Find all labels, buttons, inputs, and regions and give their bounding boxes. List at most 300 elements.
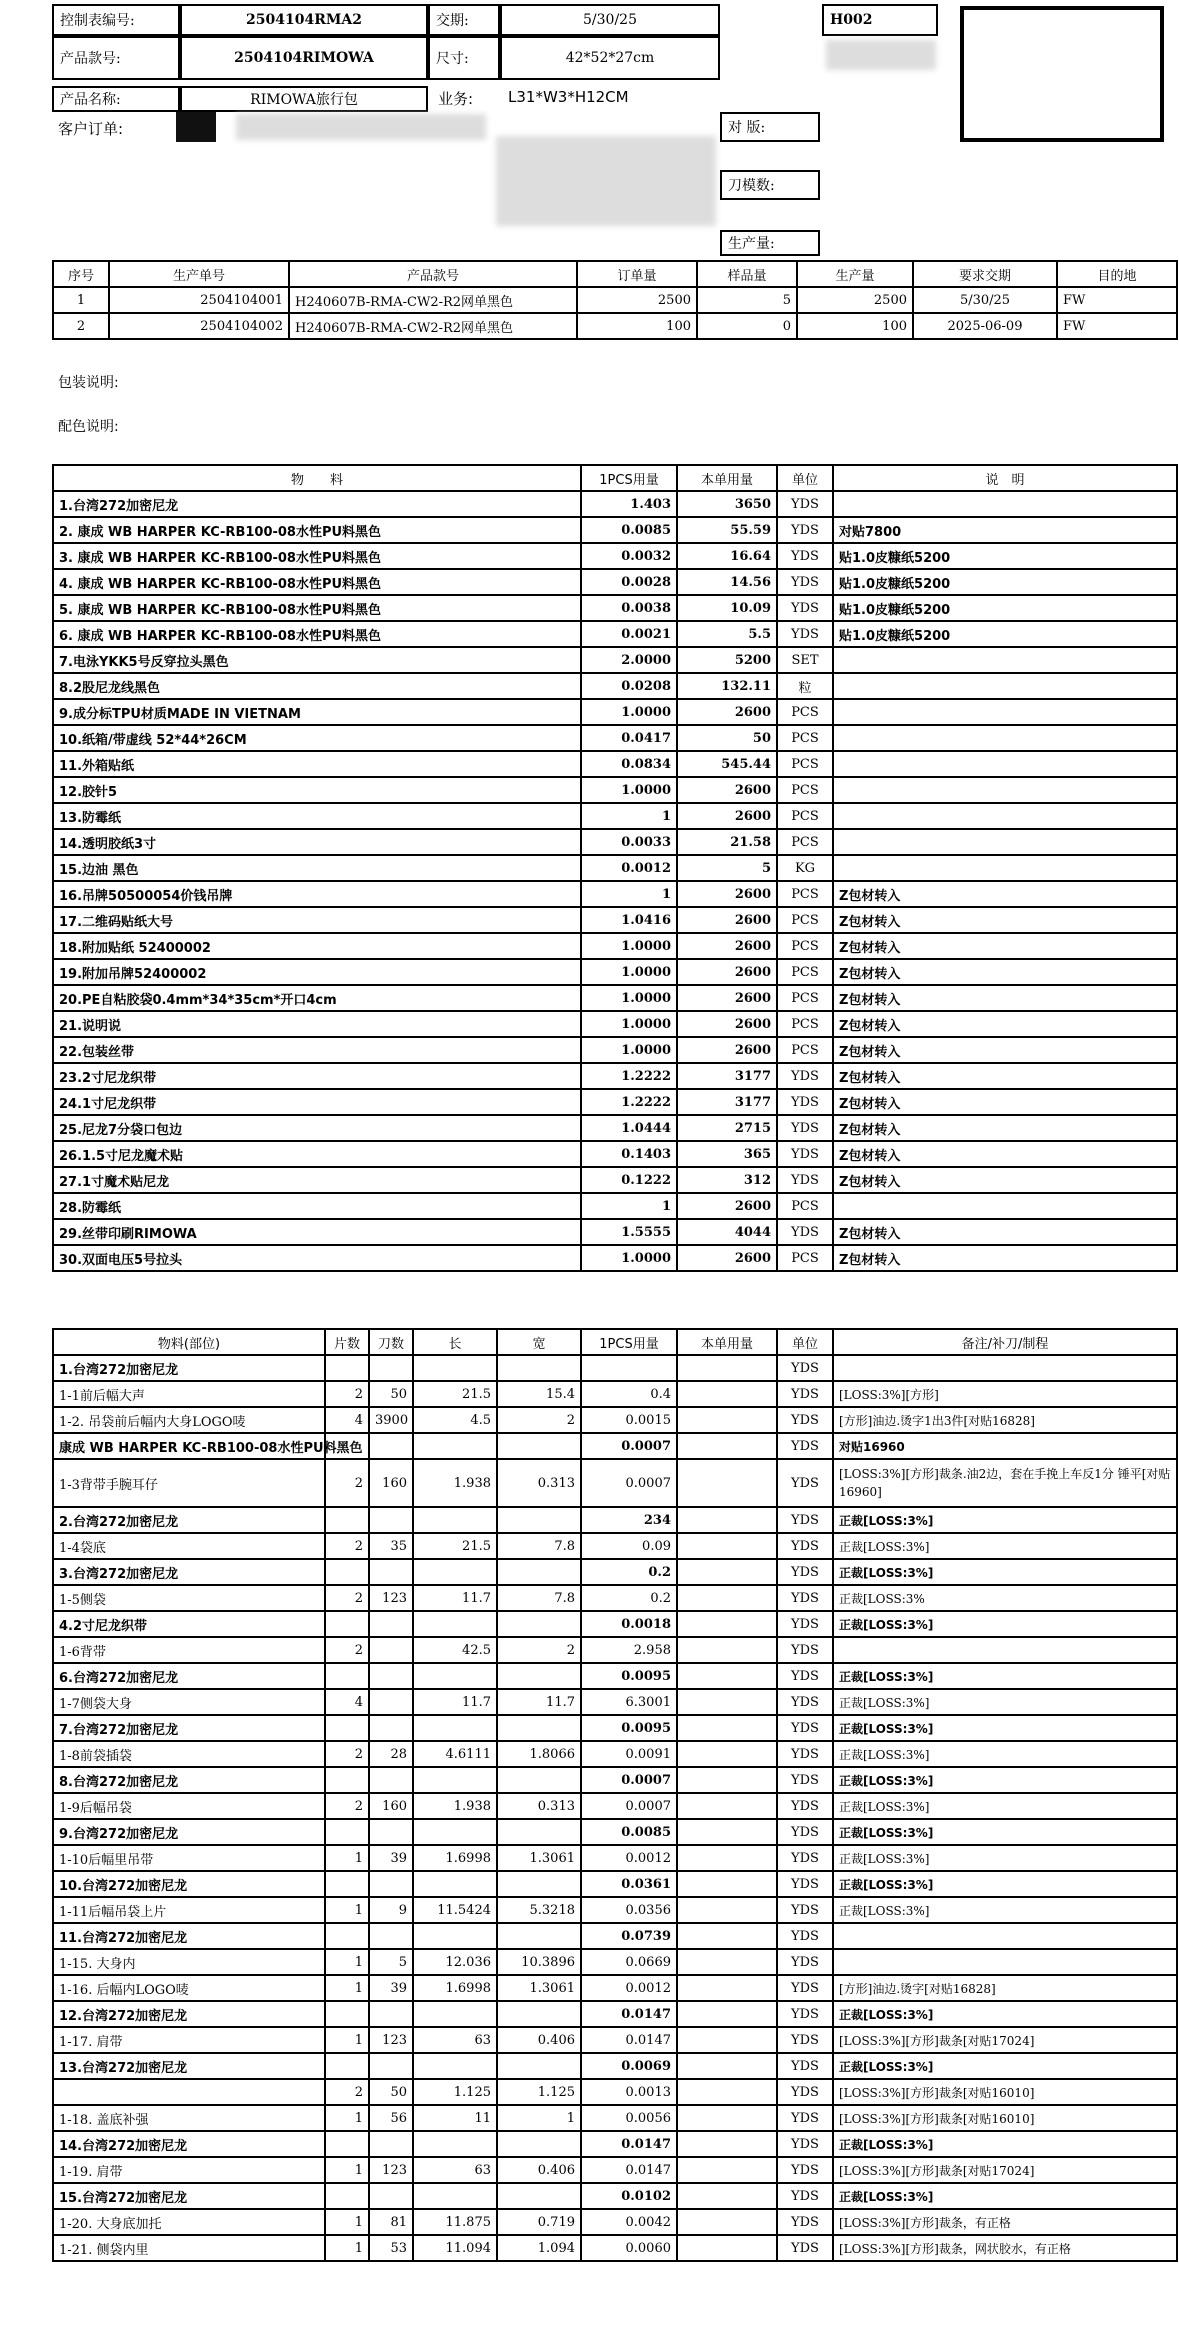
cutting-group-row xyxy=(53,1819,1177,1845)
cutting-cell xyxy=(325,1715,369,1741)
photo-frame xyxy=(960,6,1164,142)
cutting-cell: 2 xyxy=(325,1793,369,1819)
material-cell: SET xyxy=(777,647,833,673)
cutting-cell: YDS xyxy=(777,1819,833,1845)
cutting-cell: 7.8 xyxy=(497,1533,581,1559)
cutting-cell: 2 xyxy=(325,1533,369,1559)
material-cell: 6. 康成 WB HARPER KC-RB100-08水性PU料黑色 xyxy=(53,621,581,647)
material-cell: PCS xyxy=(777,803,833,829)
cutting-cell: 4.5 xyxy=(413,1407,497,1433)
cutting-cell: 10.台湾272加密尼龙 xyxy=(53,1871,325,1897)
cutting-cell: [LOSS:3%][方形]裁条.油2边，套在手挽上车反1分 锤平[对贴16960] xyxy=(833,1459,1177,1507)
material-cell: PCS xyxy=(777,1037,833,1063)
material-row xyxy=(53,699,1177,725)
cutting-cell xyxy=(325,2001,369,2027)
material-cell: 0.0028 xyxy=(581,569,677,595)
cutting-cell: 0.0007 xyxy=(581,1433,677,1459)
cutting-cell: 0.0012 xyxy=(581,1975,677,2001)
cutting-cell: [LOSS:3%][方形]裁条[对贴17024] xyxy=(833,2157,1177,2183)
material-cell: 25.尼龙7分袋口包边 xyxy=(53,1115,581,1141)
material-row xyxy=(53,1167,1177,1193)
cutting-cell xyxy=(677,1533,777,1559)
material-cell: 3. 康成 WB HARPER KC-RB100-08水性PU料黑色 xyxy=(53,543,581,569)
cutting-cell: 4 xyxy=(325,1689,369,1715)
cutting-cell: 正裁[LOSS:3%] xyxy=(833,1793,1177,1819)
cutting-cell xyxy=(369,2183,413,2209)
material-cell: 2600 xyxy=(677,881,777,907)
material-cell: 0.0085 xyxy=(581,517,677,543)
cutting-cell xyxy=(53,2079,325,2105)
customer-order-label: 客户订单: xyxy=(58,120,124,138)
material-cell: 11.外箱贴纸 xyxy=(53,751,581,777)
cutting-cell xyxy=(497,2001,581,2027)
material-cell: 0.0021 xyxy=(581,621,677,647)
material-cell: 0.0417 xyxy=(581,725,677,751)
cutting-cell: [LOSS:3%][方形]裁条[对贴16010] xyxy=(833,2105,1177,2131)
cutting-cell: YDS xyxy=(777,2001,833,2027)
material-cell: 0.0208 xyxy=(581,673,677,699)
material-row xyxy=(53,1063,1177,1089)
material-cell: YDS xyxy=(777,621,833,647)
material-cell: 2600 xyxy=(677,907,777,933)
cutting-cell: 正裁[LOSS:3%] xyxy=(833,1741,1177,1767)
cutting-cell: 0.0056 xyxy=(581,2105,677,2131)
cutting-cell: YDS xyxy=(777,1715,833,1741)
cutting-cell xyxy=(677,1819,777,1845)
material-cell: 1 xyxy=(581,803,677,829)
cutting-cell xyxy=(413,1715,497,1741)
cutting-cell xyxy=(325,1507,369,1533)
cutting-cell xyxy=(497,1611,581,1637)
material-cell: 545.44 xyxy=(677,751,777,777)
cutting-cell xyxy=(677,1689,777,1715)
material-cell: 2600 xyxy=(677,803,777,829)
cutting-cell: 11 xyxy=(413,2105,497,2131)
material-cell: YDS xyxy=(777,1089,833,1115)
order-cell: 2504104001 xyxy=(109,287,289,313)
material-cell: Z包材转入 xyxy=(833,1167,1177,1193)
cutting-cell xyxy=(677,1355,777,1381)
material-cell: YDS xyxy=(777,491,833,517)
cutting-cell: YDS xyxy=(777,1611,833,1637)
cutting-cell: 正裁[LOSS:3%] xyxy=(833,2183,1177,2209)
order-cell: 100 xyxy=(577,313,697,339)
cutting-cell: 正裁[LOSS:3%] xyxy=(833,2001,1177,2027)
cutting-cell xyxy=(833,1923,1177,1949)
cutting-cell: 1-17. 肩带 xyxy=(53,2027,325,2053)
material-cell: PCS xyxy=(777,777,833,803)
product-name-label: 产品名称: xyxy=(52,86,180,112)
blurred-block xyxy=(236,114,486,140)
material-cell: Z包材转入 xyxy=(833,1037,1177,1063)
delivery-label: 交期: xyxy=(428,4,500,36)
cutting-cell: 1.台湾272加密尼龙 xyxy=(53,1355,325,1381)
material-cell: 贴1.0皮糠纸5200 xyxy=(833,595,1177,621)
cutting-cell: 11.台湾272加密尼龙 xyxy=(53,1923,325,1949)
material-cell: Z包材转入 xyxy=(833,1115,1177,1141)
cutting-part-row xyxy=(53,2157,1177,2183)
orders-header-cell: 订单量 xyxy=(577,261,697,287)
cutting-cell xyxy=(677,1381,777,1407)
cutting-cell xyxy=(325,1819,369,1845)
cutting-cell: 0.0147 xyxy=(581,2157,677,2183)
cutting-cell xyxy=(369,2053,413,2079)
material-cell: 10.纸箱/带虚线 52*44*26CM xyxy=(53,725,581,751)
cutting-cell: 9 xyxy=(369,1897,413,1923)
cutting-cell: 14.台湾272加密尼龙 xyxy=(53,2131,325,2157)
cutting-cell: 0.406 xyxy=(497,2027,581,2053)
cutting-cell: 5 xyxy=(369,1949,413,1975)
cutting-cell xyxy=(497,1923,581,1949)
cutting-cell: YDS xyxy=(777,2079,833,2105)
cutting-cell: 正裁[LOSS:3%] xyxy=(833,1715,1177,1741)
cutting-cell: 正裁[LOSS:3%] xyxy=(833,1533,1177,1559)
cutting-cell xyxy=(677,2105,777,2131)
cutting-cell xyxy=(497,1767,581,1793)
material-cell: 1.2222 xyxy=(581,1089,677,1115)
cutting-cell: 63 xyxy=(413,2027,497,2053)
cutting-group-row xyxy=(53,1871,1177,1897)
cutting-cell: 1.094 xyxy=(497,2235,581,2261)
material-cell: 2.0000 xyxy=(581,647,677,673)
material-cell: 2600 xyxy=(677,777,777,803)
cutting-cell: 1-9后幅吊袋 xyxy=(53,1793,325,1819)
cutting-cell: YDS xyxy=(777,1975,833,2001)
cutting-cell: 123 xyxy=(369,2027,413,2053)
cutting-cell: 21.5 xyxy=(413,1381,497,1407)
cutting-cell: 35 xyxy=(369,1533,413,1559)
cutting-part-row xyxy=(53,1407,1177,1433)
cutting-cell xyxy=(325,1611,369,1637)
material-cell: PCS xyxy=(777,1011,833,1037)
cutting-header-cell: 片数 xyxy=(325,1329,369,1355)
cutting-cell: 3.台湾272加密尼龙 xyxy=(53,1559,325,1585)
material-cell: 2600 xyxy=(677,699,777,725)
material-cell: 4044 xyxy=(677,1219,777,1245)
cutting-cell: 15.4 xyxy=(497,1381,581,1407)
cutting-cell xyxy=(369,1559,413,1585)
cutting-cell xyxy=(369,1923,413,1949)
cutting-cell: 1 xyxy=(325,2209,369,2235)
cutting-group-row xyxy=(53,2053,1177,2079)
cutting-cell xyxy=(413,1871,497,1897)
material-cell xyxy=(833,829,1177,855)
material-cell: 365 xyxy=(677,1141,777,1167)
materials-table xyxy=(52,464,1178,1272)
cutting-cell: 12.036 xyxy=(413,1949,497,1975)
material-cell: Z包材转入 xyxy=(833,933,1177,959)
cutting-cell xyxy=(325,2053,369,2079)
cutting-cell xyxy=(497,1871,581,1897)
material-cell: 5 xyxy=(677,855,777,881)
material-cell: 0.1403 xyxy=(581,1141,677,1167)
cutting-cell: 0.2 xyxy=(581,1585,677,1611)
cutting-cell xyxy=(325,1559,369,1585)
cutting-cell: 正裁[LOSS:3%] xyxy=(833,1767,1177,1793)
material-row xyxy=(53,543,1177,569)
material-cell: 贴1.0皮糠纸5200 xyxy=(833,621,1177,647)
product-name-value: RIMOWA旅行包 xyxy=(180,86,428,112)
cutting-cell: YDS xyxy=(777,2053,833,2079)
cutting-cell: YDS xyxy=(777,2183,833,2209)
material-cell: 29.丝带印刷RIMOWA xyxy=(53,1219,581,1245)
cutting-part-row xyxy=(53,1975,1177,2001)
cutting-cell: 56 xyxy=(369,2105,413,2131)
material-cell: KG xyxy=(777,855,833,881)
cutting-cell: 1 xyxy=(325,1897,369,1923)
material-cell: 17.二维码贴纸大号 xyxy=(53,907,581,933)
cutting-cell: 11.7 xyxy=(413,1585,497,1611)
material-cell: 0.0032 xyxy=(581,543,677,569)
cutting-cell: 1 xyxy=(325,2235,369,2261)
cutting-cell: 4.2寸尼龙织带 xyxy=(53,1611,325,1637)
order-cell: 5/30/25 xyxy=(913,287,1057,313)
cutting-cell: 0.0095 xyxy=(581,1715,677,1741)
cutting-cell: 1.3061 xyxy=(497,1845,581,1871)
cutting-cell: 0.0007 xyxy=(581,1767,677,1793)
material-cell: 1.2222 xyxy=(581,1063,677,1089)
production-label: 生产量: xyxy=(720,230,820,256)
materials-header-cell: 本单用量 xyxy=(677,465,777,491)
material-cell: 7.电泳YKK5号反穿拉头黑色 xyxy=(53,647,581,673)
cutting-cell: 正裁[LOSS:3% xyxy=(833,1585,1177,1611)
material-cell: 1.0000 xyxy=(581,933,677,959)
cutting-cell xyxy=(677,1949,777,1975)
material-cell: PCS xyxy=(777,751,833,777)
material-row xyxy=(53,1141,1177,1167)
business-size: L31*W3*H12CM xyxy=(508,88,629,106)
cutting-cell xyxy=(325,1663,369,1689)
cutting-cell xyxy=(413,1355,497,1381)
orders-header-cell: 生产量 xyxy=(797,261,913,287)
material-cell: 2600 xyxy=(677,1245,777,1271)
cutting-cell xyxy=(325,2131,369,2157)
cutting-cell: 1.6998 xyxy=(413,1975,497,2001)
cutting-cell xyxy=(413,2183,497,2209)
cutting-cell: YDS xyxy=(777,1793,833,1819)
cutting-cell: 6.3001 xyxy=(581,1689,677,1715)
cutting-cell xyxy=(581,1355,677,1381)
material-cell: 5. 康成 WB HARPER KC-RB100-08水性PU料黑色 xyxy=(53,595,581,621)
cutting-part-row xyxy=(53,1949,1177,1975)
cutting-group-row xyxy=(53,1923,1177,1949)
material-cell: 13.防霉纸 xyxy=(53,803,581,829)
cutting-cell: 2 xyxy=(325,1459,369,1507)
material-cell: 16.64 xyxy=(677,543,777,569)
cutting-cell xyxy=(677,2027,777,2053)
material-cell: YDS xyxy=(777,569,833,595)
material-cell: 23.2寸尼龙织带 xyxy=(53,1063,581,1089)
orders-header-row xyxy=(53,261,1177,287)
product-no-value: 2504104RIMOWA xyxy=(180,36,428,80)
cutting-cell: 正裁[LOSS:3%] xyxy=(833,1663,1177,1689)
cutting-cell: 1.6998 xyxy=(413,1845,497,1871)
cutting-header-cell: 物料(部位) xyxy=(53,1329,325,1355)
cutting-cell: 1.3061 xyxy=(497,1975,581,2001)
cutting-cell: 0.0085 xyxy=(581,1819,677,1845)
cutting-part-row xyxy=(53,2235,1177,2261)
material-row xyxy=(53,1219,1177,1245)
cutting-cell: 0.0147 xyxy=(581,2027,677,2053)
orders-table xyxy=(52,260,1178,340)
material-row xyxy=(53,1245,1177,1271)
cutting-cell: [LOSS:3%][方形]裁条，有正格 xyxy=(833,2209,1177,2235)
cutting-cell: 0.313 xyxy=(497,1793,581,1819)
cutting-cell: 8.台湾272加密尼龙 xyxy=(53,1767,325,1793)
cutting-cell: 9.台湾272加密尼龙 xyxy=(53,1819,325,1845)
cutting-cell xyxy=(413,1559,497,1585)
cutting-cell xyxy=(677,2157,777,2183)
cutting-table xyxy=(52,1328,1178,2262)
cutting-group-row xyxy=(53,1767,1177,1793)
material-cell: 312 xyxy=(677,1167,777,1193)
cutting-cell: 1 xyxy=(325,2027,369,2053)
cutting-cell: 0.0147 xyxy=(581,2001,677,2027)
cutting-header-cell: 宽 xyxy=(497,1329,581,1355)
material-cell xyxy=(833,647,1177,673)
material-cell: 0.0033 xyxy=(581,829,677,855)
cutting-cell: YDS xyxy=(777,1949,833,1975)
material-cell: 15.边油 黑色 xyxy=(53,855,581,881)
cutting-cell: 63 xyxy=(413,2157,497,2183)
cutting-cell: 1-11后幅吊袋上片 xyxy=(53,1897,325,1923)
material-row xyxy=(53,933,1177,959)
cutting-cell xyxy=(325,1767,369,1793)
cutting-cell: 0.0669 xyxy=(581,1949,677,1975)
cutting-cell xyxy=(413,1507,497,1533)
material-cell: PCS xyxy=(777,985,833,1011)
orders-header-cell: 生产单号 xyxy=(109,261,289,287)
material-cell: 1 xyxy=(581,1193,677,1219)
cutting-group-row xyxy=(53,1663,1177,1689)
material-cell: PCS xyxy=(777,907,833,933)
cutting-cell: 11.094 xyxy=(413,2235,497,2261)
cutting-part-row xyxy=(53,2105,1177,2131)
cutting-cell: 0.0007 xyxy=(581,1459,677,1507)
cutting-cell xyxy=(833,1949,1177,1975)
material-cell xyxy=(833,1193,1177,1219)
cutting-cell: 13.台湾272加密尼龙 xyxy=(53,2053,325,2079)
material-cell: 1.0000 xyxy=(581,959,677,985)
material-cell: 16.吊牌50500054价钱吊牌 xyxy=(53,881,581,907)
cutting-cell xyxy=(369,2131,413,2157)
material-cell: PCS xyxy=(777,933,833,959)
cutting-part-row xyxy=(53,1897,1177,1923)
cutting-cell xyxy=(369,1637,413,1663)
material-cell: 1.0000 xyxy=(581,1011,677,1037)
material-row xyxy=(53,751,1177,777)
material-row xyxy=(53,829,1177,855)
cutting-cell xyxy=(833,1355,1177,1381)
material-cell: YDS xyxy=(777,543,833,569)
material-cell: 22.包装丝带 xyxy=(53,1037,581,1063)
cutting-cell: 1 xyxy=(325,2157,369,2183)
cutting-cell xyxy=(413,2053,497,2079)
material-cell: 20.PE自粘胶袋0.4mm*34*35cm*开口4cm xyxy=(53,985,581,1011)
cutting-cell xyxy=(677,1459,777,1507)
cutting-cell: YDS xyxy=(777,1459,833,1507)
cutting-cell: YDS xyxy=(777,1381,833,1407)
cutting-header-cell: 单位 xyxy=(777,1329,833,1355)
material-cell: 2600 xyxy=(677,1011,777,1037)
cutting-cell: [LOSS:3%][方形]裁条[对贴16010] xyxy=(833,2079,1177,2105)
material-row xyxy=(53,1037,1177,1063)
orders-header-cell: 序号 xyxy=(53,261,109,287)
cutting-group-row xyxy=(53,1433,1177,1459)
material-cell: 21.说明说 xyxy=(53,1011,581,1037)
cutting-cell xyxy=(369,1689,413,1715)
cutting-cell: 50 xyxy=(369,2079,413,2105)
cutting-cell xyxy=(677,1741,777,1767)
cutting-part-row xyxy=(53,1459,1177,1507)
order-cell: FW xyxy=(1057,287,1177,313)
cutting-cell: 1.938 xyxy=(413,1793,497,1819)
material-cell: 2600 xyxy=(677,985,777,1011)
cutting-cell: 160 xyxy=(369,1793,413,1819)
material-cell: YDS xyxy=(777,1219,833,1245)
cutting-cell xyxy=(497,1715,581,1741)
cutting-cell: 21.5 xyxy=(413,1533,497,1559)
material-cell: 27.1寸魔术贴尼龙 xyxy=(53,1167,581,1193)
cutting-cell xyxy=(677,1975,777,2001)
cutting-cell: 1-4袋底 xyxy=(53,1533,325,1559)
cutting-cell: YDS xyxy=(777,1533,833,1559)
cutting-cell xyxy=(497,1433,581,1459)
cutting-cell: 2 xyxy=(497,1637,581,1663)
cutting-cell: 15.台湾272加密尼龙 xyxy=(53,2183,325,2209)
material-row xyxy=(53,647,1177,673)
cutting-cell: YDS xyxy=(777,1741,833,1767)
cutting-cell xyxy=(369,1767,413,1793)
cutting-cell: 正裁[LOSS:3%] xyxy=(833,1819,1177,1845)
material-cell: Z包材转入 xyxy=(833,1011,1177,1037)
material-cell: Z包材转入 xyxy=(833,1089,1177,1115)
cutting-cell: 0.0361 xyxy=(581,1871,677,1897)
cutting-cell xyxy=(677,1433,777,1459)
cutting-cell: YDS xyxy=(777,1433,833,1459)
cutting-cell: 11.7 xyxy=(497,1689,581,1715)
material-cell: Z包材转入 xyxy=(833,1063,1177,1089)
cutting-cell xyxy=(677,1767,777,1793)
cutting-cell: 4.6111 xyxy=(413,1741,497,1767)
cutting-cell: 11.7 xyxy=(413,1689,497,1715)
cutting-group-row xyxy=(53,1559,1177,1585)
material-cell: 1.0000 xyxy=(581,699,677,725)
cutting-cell: YDS xyxy=(777,1355,833,1381)
material-cell: Z包材转入 xyxy=(833,1245,1177,1271)
cutting-cell: [方形]油边.烫字1出3件[对贴16828] xyxy=(833,1407,1177,1433)
material-cell: 26.1.5寸尼龙魔术贴 xyxy=(53,1141,581,1167)
cutting-cell xyxy=(677,2079,777,2105)
cutting-part-row xyxy=(53,1793,1177,1819)
material-row xyxy=(53,1193,1177,1219)
material-cell: 3177 xyxy=(677,1063,777,1089)
cutting-cell: 正裁[LOSS:3%] xyxy=(833,1559,1177,1585)
material-cell: 8.2股尼龙线黑色 xyxy=(53,673,581,699)
material-row xyxy=(53,595,1177,621)
cutting-cell: 0.0069 xyxy=(581,2053,677,2079)
cutting-cell: 正裁[LOSS:3%] xyxy=(833,1611,1177,1637)
material-cell: PCS xyxy=(777,725,833,751)
die-label: 刀模数: xyxy=(720,170,820,200)
order-cell: 2500 xyxy=(577,287,697,313)
cutting-cell xyxy=(677,2053,777,2079)
material-cell: 1.0444 xyxy=(581,1115,677,1141)
order-row xyxy=(53,287,1177,313)
cutting-cell: 2 xyxy=(497,1407,581,1433)
material-cell: 1.台湾272加密尼龙 xyxy=(53,491,581,517)
cutting-cell: 160 xyxy=(369,1459,413,1507)
